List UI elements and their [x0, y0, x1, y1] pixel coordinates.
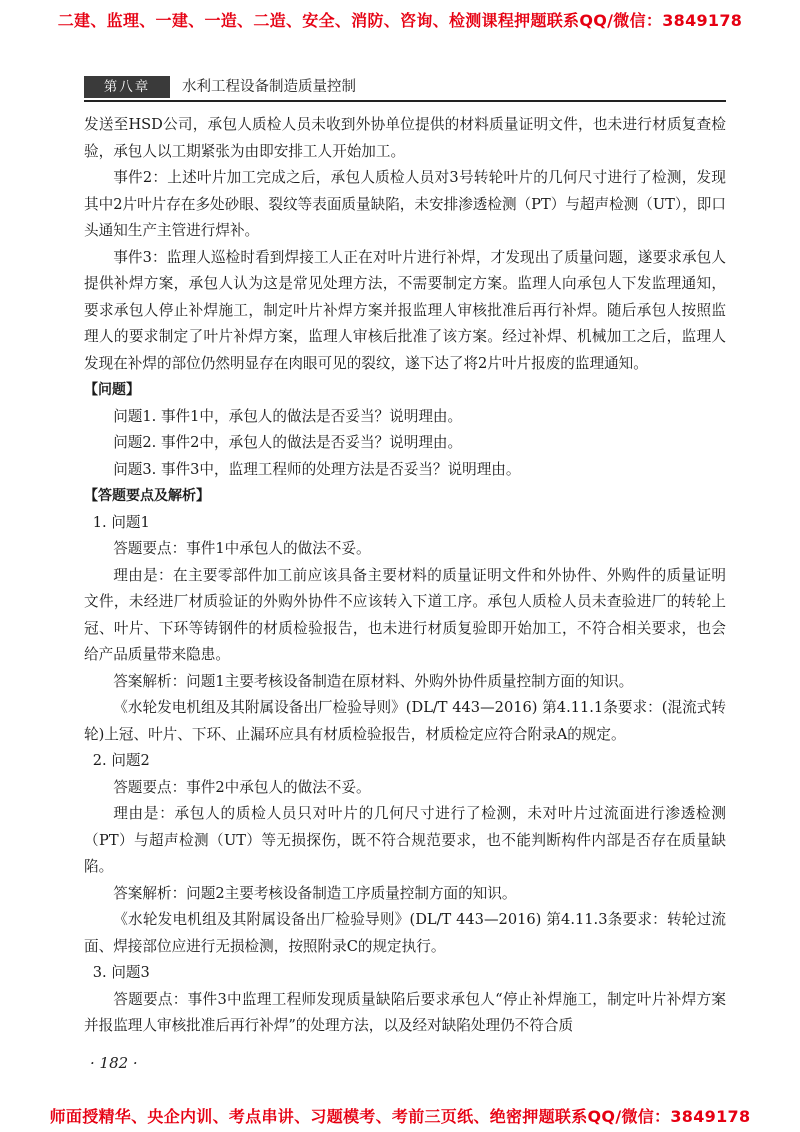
page-number: · 182 ·: [90, 1054, 138, 1072]
question-item: 问题2. 事件2中，承包人的做法是否妥当？说明理由。: [113, 434, 463, 451]
paragraph: 发送至HSD公司，承包人质检人员未收到外协单位提供的材料质量证明文件，也未进行材质复查检验，承包人以工期紧张为由即安排工人开始加工。: [84, 116, 726, 160]
paragraph: 《水轮发电机组及其附属设备出厂检验导则》(DL/T 443—2016) 第4.11.1条要求：(混流式转轮)上冠、叶片、下环、止漏环应具有材质检验报告，材质检定应符合附录A的规定。: [84, 699, 726, 743]
chapter-header: [84, 74, 726, 102]
chapter-title: 水利工程设备制造质量控制: [182, 79, 356, 95]
subsection-heading: 2. 问题2: [92, 752, 150, 769]
section-heading: 【问题】: [84, 382, 140, 398]
paragraph: 答案解析：问题1主要考核设备制造在原材料、外购外协件质量控制方面的知识。: [113, 672, 634, 690]
paragraph: 事件3：监理人巡检时看到焊接工人正在对叶片进行补焊，才发现出了质量问题，遂要求承包人提供补焊方案，承包人认为这是常见处理方法，不需要制定方案。监理人向承包人下发监理通知，要求承包人停止补焊施工，制定叶片补焊方案并报监理人审核批准后再行补焊。随后承包人按照监理人的要求制定了叶片补焊方案，监理人审核后批准了该方案。经过补焊、机械加工之后，监理人发现在补焊的部位仍然明显存在肉眼可见的裂纹，遂下达了将2片叶片报废的监理通知。: [84, 248, 726, 372]
question-item: 问题1. 事件1中，承包人的做法是否妥当？说明理由。: [113, 407, 463, 425]
paragraph: 理由是：在主要零部件加工前应该具备主要材料的质量证明文件和外协件、外购件的质量证明文件，未经进厂材质验证的外购外协件不应该转入下道工序。承包人质检人员未查验进厂的转轮上冠、叶片、下环等铸钢件的材质检验报告，也未进行材质复验即开始加工，不符合相关要求，也会给产品质量带来隐患。: [84, 566, 726, 663]
subsection-heading: 3. 问题3: [92, 964, 150, 981]
subsection-heading: 1. 问题1: [92, 513, 150, 531]
paragraph: 事件2：上述叶片加工完成之后，承包人质检人员对3号转轮叶片的几何尺寸进行了检测，发现其中2片叶片存在多处砂眼、裂纹等表面质量缺陷，未安排渗透检测（PT）与超声检测（UT），即口头通知生产主管进行焊补。: [84, 169, 726, 239]
paragraph: 理由是：承包人的质检人员只对叶片的几何尺寸进行了检测，未对叶片过流面进行渗透检测（PT）与超声检测（UT）等无损探伤，既不符合规范要求，也不能判断构件内部是否存在质量缺陷。: [84, 805, 726, 875]
paragraph: 答题要点：事件3中监理工程师发现质量缺陷后要求承包人“停止补焊施工，制定叶片补焊方案并报监理人审核批准后再行补焊”的处理方法，以及经对缺陷处理仍不符合质: [84, 990, 726, 1034]
paragraph: 答案解析：问题2主要考核设备制造工序质量控制方面的知识。: [113, 884, 517, 902]
promo-banner-top: 二建、监理、一建、一造、二造、安全、消防、咨询、检测课程押题联系QQ/微信：3849178: [57, 11, 743, 30]
chapter-tab: 第八章: [84, 76, 170, 98]
paragraph: 答题要点：事件2中承包人的做法不妥。: [113, 778, 371, 796]
page-body: [84, 112, 726, 1040]
promo-banner-bottom: 师面授精华、央企内训、考点串讲、习题模考、考前三页纸、绝密押题联系QQ/微信：3849178: [49, 1107, 751, 1126]
question-item: 问题3. 事件3中，监理工程师的处理方法是否妥当？说明理由。: [113, 460, 521, 478]
paragraph: 《水轮发电机组及其附属设备出厂检验导则》(DL/T 443—2016) 第4.11.3条要求：转轮过流面、焊接部位应进行无损检测，按照附录C的规定执行。: [84, 911, 726, 955]
section-heading: 【答题要点及解析】: [84, 488, 210, 504]
paragraph: 答题要点：事件1中承包人的做法不妥。: [113, 540, 371, 557]
